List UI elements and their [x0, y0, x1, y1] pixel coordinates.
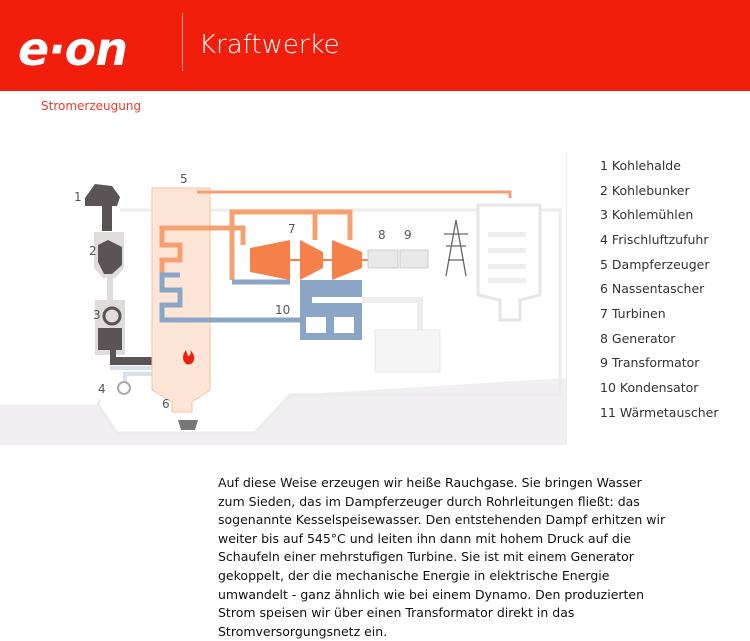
legend-item: 7 Turbinen	[600, 306, 666, 321]
ash-cart	[178, 420, 198, 430]
text-line: weiter bis auf 545°C und leiten ihn dann mit hohem Druck auf die	[218, 530, 632, 546]
label-3: 3	[93, 308, 101, 322]
legend-item: 4 Frischluftzufuhr	[600, 232, 709, 247]
text-line: sogenannte Kesselspeisewasser. Den entstehenden Dampf erhitzen wir	[218, 512, 666, 528]
eon-logo[interactable]: e·on	[18, 22, 128, 76]
text-line: zum Sieden, das im Dampferzeuger durch Rohrleitungen fließt: das	[218, 493, 640, 509]
label-10: 10	[275, 303, 291, 317]
legend-item: 6 Nassentascher	[600, 281, 705, 296]
label-9: 9	[404, 228, 412, 242]
label-4: 4	[98, 382, 106, 396]
header-title: Kraftwerke	[199, 30, 340, 60]
text-line: Strom speisen wir über einen Transformator direkt in das	[218, 605, 575, 621]
coal-heap	[85, 184, 120, 206]
legend-item: 5 Dampferzeuger	[600, 257, 710, 272]
transformer	[400, 250, 428, 268]
text-line: Schaufeln einer mehrstufigen Turbine. Sie ist mit einem Generator	[218, 549, 634, 565]
legend-item: 11 Wärmetauscher	[600, 405, 719, 420]
text-line: Stromversorgungsnetz ein.	[218, 623, 388, 639]
label-5: 5	[180, 172, 188, 186]
text-line: gekoppelt, der die mechanische Energie in elektrische Energie	[218, 567, 610, 583]
legend-item: 3 Kohlemühlen	[600, 207, 694, 222]
label-6: 6	[162, 397, 170, 411]
power-plant-diagram	[0, 150, 566, 445]
legend-item: 1 Kohlehalde	[600, 158, 681, 173]
heat-exchanger	[478, 205, 540, 320]
header	[0, 0, 750, 91]
page-subtitle: Stromerzeugung	[41, 99, 142, 113]
label-2: 2	[89, 244, 97, 258]
label-8: 8	[378, 228, 386, 242]
ground	[0, 378, 566, 445]
generator	[368, 250, 398, 268]
label-7: 7	[288, 222, 296, 236]
header-divider	[182, 13, 183, 71]
text-line: umwandelt - ganz ähnlich wie bei einem Dynamo. Den produzierten	[218, 586, 645, 602]
legend-item: 9 Transformator	[600, 355, 700, 370]
description-text	[218, 474, 688, 641]
legend-item: 8 Generator	[600, 331, 676, 346]
legend-item: 2 Kohlebunker	[600, 183, 690, 198]
fresh-air-fan	[118, 382, 130, 394]
power-pylon-icon	[444, 220, 468, 276]
cooling-basin	[375, 330, 440, 372]
legend-item: 10 Kondensator	[600, 380, 699, 395]
text-line: Auf diese Weise erzeugen wir heiße Rauchgase. Sie bringen Wasser	[218, 475, 642, 490]
legend	[566, 152, 750, 445]
label-1: 1	[74, 190, 82, 204]
